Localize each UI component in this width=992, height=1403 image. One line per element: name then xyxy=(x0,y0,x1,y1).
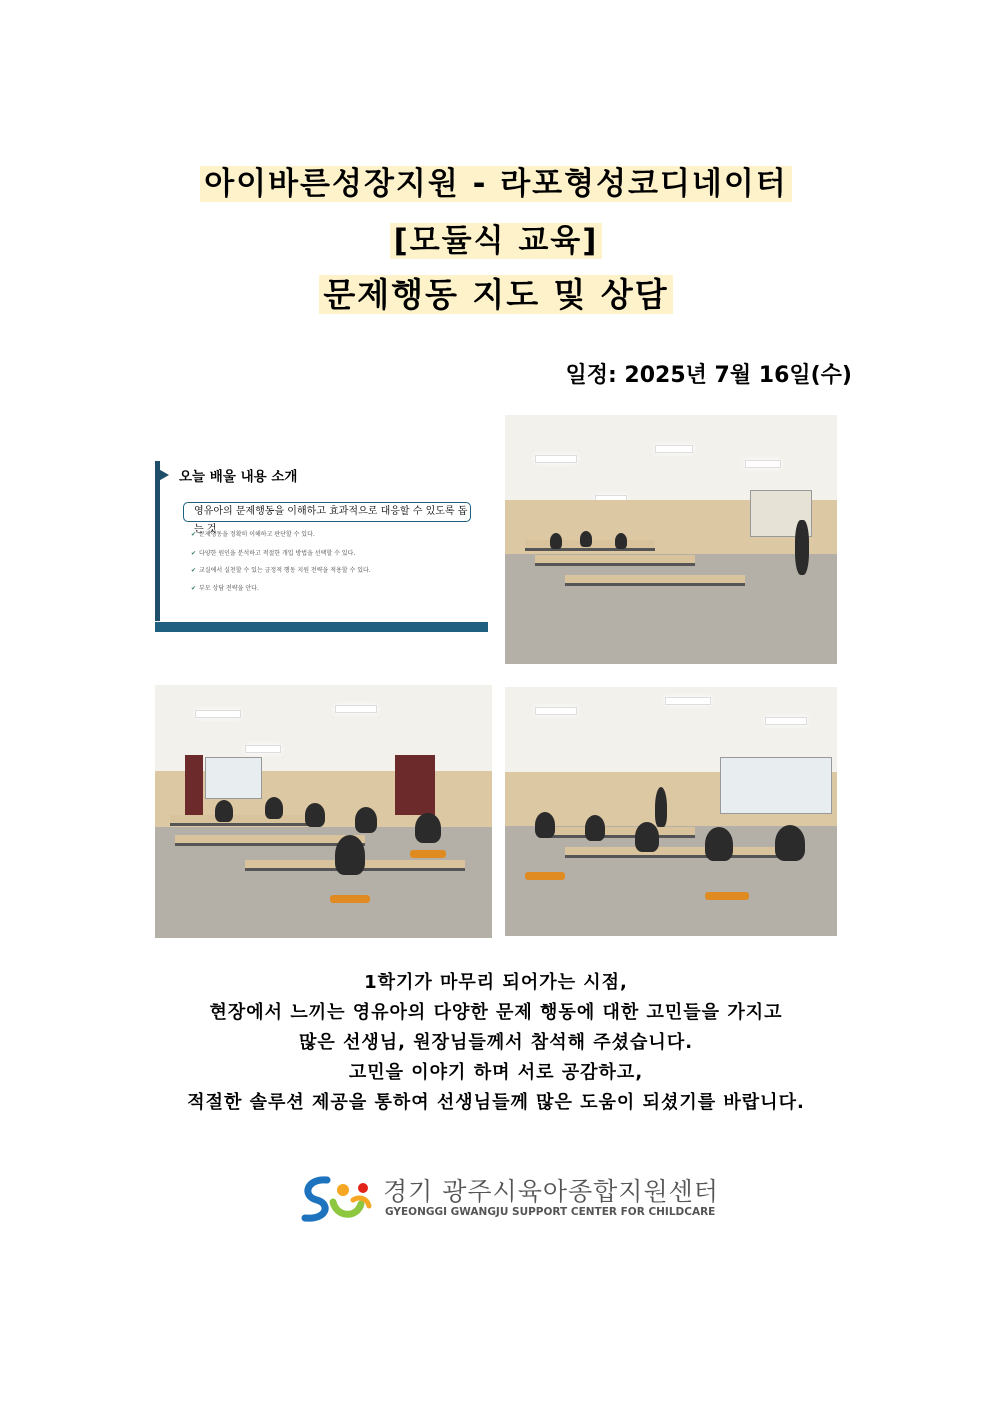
body-line: 현장에서 느끼는 영유아의 다양한 문제 행동에 대한 고민들을 가지고 xyxy=(209,1002,783,1023)
title-line-3: 문제행동 지도 및 상담 xyxy=(0,269,992,316)
slide-item: ✔ 교실에서 실천할 수 있는 긍정적 행동 지원 전략을 적용할 수 있다. xyxy=(191,567,371,574)
slide-item: ✔ 부모 상담 전략을 안다. xyxy=(191,585,259,592)
lecture-slide-image xyxy=(155,415,488,632)
classroom-photo-3 xyxy=(505,687,837,936)
logo-korean-name: 경기 광주시육아종합지원센터 xyxy=(383,1177,719,1206)
center-logo xyxy=(297,1170,717,1226)
slide-bottom-bar xyxy=(155,622,488,632)
logo-english-name: GYEONGGI GWANGJU SUPPORT CENTER FOR CHILDCARE xyxy=(385,1206,716,1218)
title-line-1: 아이바른성장지원 - 라포형성코디네이터 xyxy=(0,158,992,203)
slide-heading: 오늘 배울 내용 소개 xyxy=(179,469,298,485)
title-line-2: [모듈식 교육] xyxy=(0,215,992,260)
center-logo-icon xyxy=(297,1170,377,1226)
slide-side-bar xyxy=(155,461,160,621)
schedule-date: 일정: 2025년 7월 16일(수) xyxy=(565,363,852,388)
body-line: 고민을 이야기 하며 서로 공감하고, xyxy=(348,1062,644,1083)
classroom-photo-1 xyxy=(505,415,837,664)
check-icon: ✔ xyxy=(191,531,197,538)
slide-item: ✔ 다양한 원인을 분석하고 적절한 개입 방법을 선택할 수 있다. xyxy=(191,550,356,557)
body-line: 1학기가 마무리 되어가는 시점, xyxy=(364,972,628,993)
slide-item: ✔ 문제행동을 정확히 이해하고 판단할 수 있다. xyxy=(191,531,315,538)
check-icon: ✔ xyxy=(191,550,197,557)
body-line: 많은 선생님, 원장님들께서 참석해 주셨습니다. xyxy=(298,1032,694,1053)
body-paragraph xyxy=(0,968,992,1118)
check-icon: ✔ xyxy=(191,585,197,592)
slide-goal-box: 영유아의 문제행동을 이해하고 효과적으로 대응할 수 있도록 돕는 것 xyxy=(183,502,471,522)
body-line: 적절한 솔루션 제공을 통하여 선생님들께 많은 도움이 되셨기를 바랍니다. xyxy=(187,1092,805,1113)
check-icon: ✔ xyxy=(191,567,197,574)
classroom-photo-2 xyxy=(155,685,492,938)
